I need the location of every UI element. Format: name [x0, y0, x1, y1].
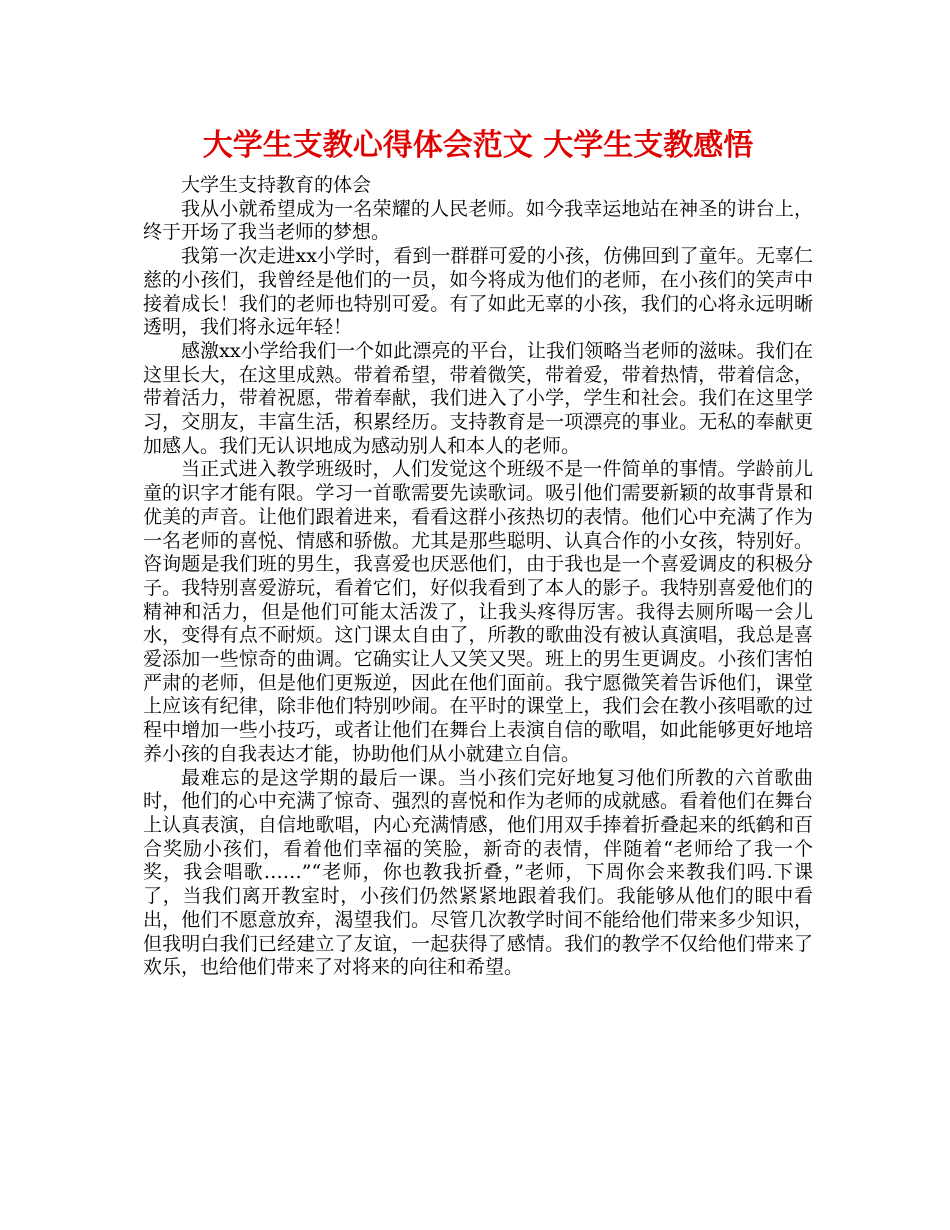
document-title: 大学生支教心得体会范文 大学生支教感悟 [202, 128, 754, 163]
paragraph-4: 当正式进入教学班级时，人们发觉这个班级不是一件简单的事情。学龄前儿童的识字才能有限。学习一首歌需要先读歌词。吸引他们需要新颖的故事背景和优美的声音。让他们跟着进来，看看这群小孩热切的表情。他们心中充满了作为一名老师的喜悦、情感和骄傲。尤其是那些聪明、认真合作的小女孩，特别好。咨询题是我们班的男生，我喜爱也厌恶他们，由于我也是一个喜爱调皮的积极分子。我特别喜爱游玩，看着它们，好似我看到了本人的影子。我特别喜爱他们的精神和活力，但是他们可能太活泼了，让我头疼得厉害。我得去厕所喝一会儿水，变得有点不耐烦。这门课太自由了，所教的歌曲没有被认真演唱，我总是喜爱添加一些惊奇的曲调。它确实让人又笑又哭。班上的男生更调皮。小孩们害怕严肃的老师，但是他们更叛逆，因此在他们面前。我宁愿微笑着告诉他们，课堂上应该有纪律，除非他们特别吵闹。在平时的课堂上，我们会在教小孩唱歌的过程中增加一些小技巧，或者让他们在舞台上表演自信的歌唱，如此能够更好地培养小孩的自我表达才能，协助他们从小就建立自信。 [143, 458, 813, 765]
paragraph-2: 我第一次走进xx小学时，看到一群群可爱的小孩，仿佛回到了童年。无辜仁慈的小孩们，我曾经是他们的一员，如今将成为他们的老师，在小孩们的笑声中接着成长！我们的老师也特别可爱。有了如此无辜的小孩，我们的心将永远明晰透明，我们将永远年轻！ [143, 245, 813, 339]
paragraph-1: 我从小就希望成为一名荣耀的人民老师。如今我幸运地站在神圣的讲台上，终于开场了我当老师的梦想。 [143, 197, 813, 244]
document-subtitle: 大学生支持教育的体会 [181, 174, 372, 196]
paragraph-3: 感激xx小学给我们一个如此漂亮的平台，让我们领略当老师的滋味。我们在这里长大，在这里成熟。带着希望，带着微笑，带着爱，带着热情，带着信念，带着活力，带着祝愿，带着奉献，我们进入了小学，学生和社会。我们在这里学习，交朋友，丰富生活，积累经历。支持教育是一项漂亮的事业。无私的奉献更加感人。我们无认识地成为感动别人和本人的老师。 [143, 339, 813, 457]
document-page [143, 118, 813, 980]
paragraph-5: 最难忘的是这学期的最后一课。当小孩们完好地复习他们所教的六首歌曲时，他们的心中充满了惊奇、强烈的喜悦和作为老师的成就感。看着他们在舞台上认真表演，自信地歌唱，内心充满情感，他们用双手捧着折叠起来的纸鹤和百合奖励小孩们，看着他们幸福的笑脸，新奇的表情，伴随着“老师给了我一个奖，我会唱歌……”“老师，你也教我折叠，”老师，下周你会来教我们吗.下课了，当我们离开教室时，小孩们仍然紧紧地跟着我们。我能够从他们的眼中看出，他们不愿意放弃，渴望我们。尽管几次教学时间不能给他们带来多少知识，但我明白我们已经建立了友谊，一起获得了感情。我们的教学不仅给他们带来了欢乐，也给他们带来了对将来的向往和希望。 [143, 766, 813, 979]
